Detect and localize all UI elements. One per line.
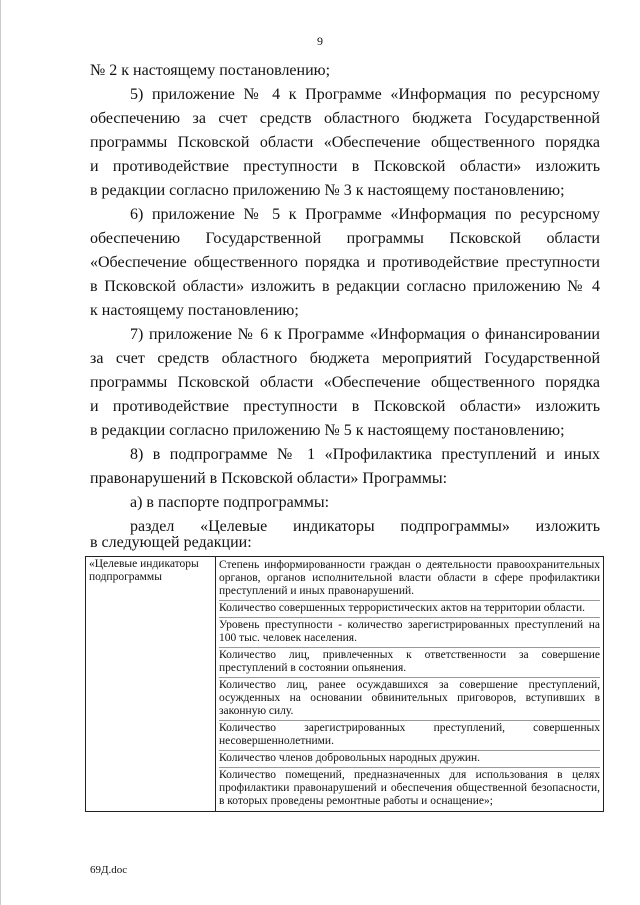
text-line: 7) приложение № 6 к Программе «Информация о финансировании: [130, 326, 600, 343]
footer-filename: 69Д.doc: [90, 864, 128, 876]
text-line: 6) приложение № 5 к Программе «Информация по ресурсному: [130, 206, 600, 223]
indicator-item: Количество лиц, ранее осуждавшихся за совершение преступлений, осужденных на основании обвинительных приговоров, вступивших в законную силу.: [219, 678, 600, 721]
text-line: и противодействие преступности в Псковской области» изложить: [90, 398, 600, 415]
indicator-item: Количество помещений, предназначенных для использования в целях профилактики правонарушений и обеспечения общественной безопасности, в которых проведены ремонтные работы и оснащение»;: [219, 769, 600, 807]
text-line: в Псковской области» изложить в редакции согласно приложению № 4: [90, 278, 600, 295]
text-line: «Обеспечение общественного порядка и противодействие преступности: [90, 254, 600, 271]
indicator-item: Количество лиц, привлеченных к ответственности за совершение преступлений в состоянии опьянения.: [219, 648, 600, 678]
indicator-item: Степень информированности граждан о деятельности правоохранительных органов, органов исполнительной власти области в сфере профилактики преступлений и иных правонарушений.: [219, 558, 600, 601]
text-line: правонарушений в Псковской области» Программы:: [90, 470, 448, 487]
text-line: раздел «Целевые индикаторы подпрограммы» изложить: [130, 518, 600, 535]
table-label-cell: «Целевые индикаторы подпрограммы: [86, 557, 216, 812]
text-line: в редакции согласно приложению № 3 к настоящему постановлению;: [90, 182, 565, 199]
scan-edge: [0, 0, 1, 905]
text-line: программы Псковской области «Обеспечение общественного порядка: [90, 374, 600, 391]
text-line: к настоящему постановлению;: [90, 302, 299, 319]
indicator-item: Уровень преступности - количество зарегистрированных преступлений на 100 тыс. человек населения.: [219, 618, 600, 648]
text-line: обеспечению Государственной программы Псковской области: [90, 230, 600, 247]
text-line: обеспечению за счет средств областного бюджета Государственной: [90, 110, 600, 127]
text-line: и противодействие преступности в Псковской области» изложить: [90, 158, 600, 175]
page-number: 9: [317, 34, 323, 48]
text-line: № 2 к настоящему постановлению;: [90, 62, 331, 79]
text-line: программы Псковской области «Обеспечение общественного порядка: [90, 134, 600, 151]
indicator-item: Количество членов добровольных народных дружин.: [219, 751, 600, 768]
indicator-item: Количество совершенных террористических актов на территории области.: [219, 601, 600, 618]
text-line: в следующей редакции:: [90, 534, 252, 551]
text-line: 5) приложение № 4 к Программе «Информация по ресурсному: [130, 86, 600, 103]
indicators-table: [85, 556, 604, 812]
table-items-cell: [216, 557, 604, 812]
text-line: а) в паспорте подпрограммы:: [130, 494, 330, 511]
indicator-item: Количество зарегистрированных преступлений, совершенных несовершеннолетними.: [219, 721, 600, 751]
text-line: в редакции согласно приложению № 5 к настоящему постановлению;: [90, 422, 565, 439]
text-line: 8) в подпрограмме № 1 «Профилактика преступлений и иных: [130, 446, 600, 463]
text-line: за счет средств областного бюджета мероприятий Государственной: [90, 350, 600, 367]
